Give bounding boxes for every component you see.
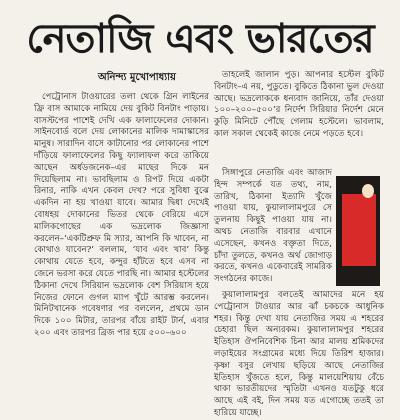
article-photo [336,176,380,286]
article-byline: অনিন্দ্য মুখোপাধ্যায় [98,72,176,83]
paragraph: সিঙ্গাপুরে নেতাজি এবং আজাদ হিন্দ সম্পর্কে যত তথ্য, নাম, তারিখ, ঠিকানা ইত্যাদি খুঁজে পাওয়া যায়, কুয়ালালামপুরে সে তুলনায় কিছুই পাওয়া যায় না। অথচ নেতাজি বারবার এখানে এসেছেন, কখনও বক্তৃতা দিতে, চাঁদা তুলতে, কখনও অর্থ জোগাড় করতে, কখনও একেবারেই সামরিক সংগঠনের কাজে। [214,168,332,285]
paragraph: পেট্রোনাস টাওয়ারের তলা থেকে গ্রিন লাইনের ফ্রি বাস আমাকে নামিয়ে দেয় বুকিট বিনটাং পাড়ায়। বাসস্টপের পাশেই দেখি এক ফালাফেলের দোকান। সাইনবোর্ড বলে দেয় লোকানের মালিক দামাস্কাসের মানুষ। সারাদিন বাসে কাটানোর পর লোকানের পাশে দাঁড়িয়ে ফালাফেলের কিছু ফ্যালাফল করে তাকিয়ে আছেন অর্ধডজনেক–এর মাছের দিকে মন দিয়েছিলাম না। ভাবছিলাম ও রিপট দিয়ে একটা রিনার, নাকি এখন কেবল দেখ? পরে সুবিধা বুঝে একদিন না হয় খাওয়া যাবে। আমার দ্বিধা দেখেই বোধহয় দোকানের ভিতর থেকে বেরিয়ে এসে মালিকগোছের এক ভদ্রলোক জিজ্ঞাসা করলেন–‘একটিপ্রুফ মি স্যার, আপনি কি খাবেন, না কোথাও যাবেন?’ বললাম, ‘যাব এবং খাব’ কিন্তু কোথায় যেতে হবে, কন্দুর হাঁটতে হবে এসব না জেনে ভরসা করে যেতে পারছি না। আমার হস্টেলের ঠিকানা দেখে সিরিয়ান ভদ্রলোক বেশ সিরিয়াস হয়ে নিজের ফোনে গুগল ম্যাপ খুঁটে আরম্ভ করলেন। মিনিটখানেক গবেষণার পর বললেন, প্রথমে ডান দিকে ১০০ মিটার, তারপর বাঁয়ে রাইট টার্ন, এবার ২০০ এবং তারপর ব্রিজ পার হয়ে ৫০০–৬০০ [34,92,209,338]
article-column-left [34,92,209,392]
paragraph: কুয়ালালামপুর বলতেই আমাদের মনে হয় পেট্রোনাস টাওয়ার আর ঝাঁ চকচকে আধুনিক শহর। কিন্তু দেখা যায় নেতাজির সময় এ শহরের চেহারা ছিল অন্যরকম। কুয়ালালামপুর শহরের ইতিহাস ঔপনিবেশিক চিনা আর মালয় শ্রমিকদের লড়াইয়ের সংগ্রামের মধ্যে দিয়ে তিরিশ হাজার। কৃষ্ণা বসুর লেখায় ছড়িয়ে আছে নেতাজির ইতিহাস খুঁজতে হলে, কিন্তু মালয়েশিয়ায় বেঁচে থাকা ভারতীয়দের স্মৃতিটা এখনও যতটুকু ধরে আছে এই বই, দিন সময় যত এগোচ্ছে ততই তা হারিয়ে যাচ্ছে। [214,290,384,418]
article-column-right-top [214,70,384,166]
article-title: নেতাজি এবং ভারতের [26,16,374,62]
article-column-right-bottom [214,290,384,418]
photo-red-shape [342,194,376,266]
article-column-right-mid [214,168,332,290]
photo-hand-shape [362,184,374,198]
paragraph: তাহলেই জালান পুড়। আপনার হস্টেল বুকিট বিনটাং–এ নয়, পুডুতে। বুকিতে ঠিকানা ভুল দেওয়া আছে। ভদ্রলোককে ধন্যবাদ জানিয়ে, তাঁর দেওয়া ১০০–২০০–৫০০’র নির্দেশ সিরিয়ার নির্দেশ মেনে কুড়ি মিনিটে পৌঁছে গেলাম হস্টেলে। ভাবলাম, কাল সকাল থেকেই কাজে নেমে পড়তে হবে। [214,70,384,139]
